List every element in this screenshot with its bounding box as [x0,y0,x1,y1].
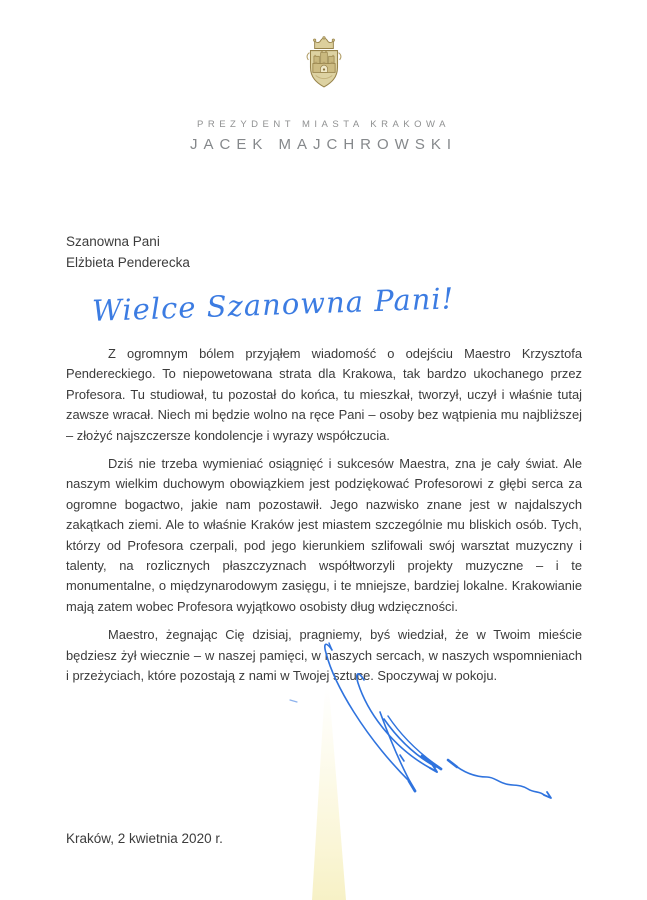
sender-office-line: PREZYDENT MIASTA KRAKOWA [197,119,450,130]
date-line: Kraków, 2 kwietnia 2020 r. [66,831,223,846]
signature-handwriting [288,636,580,822]
addressee-name: Elżbieta Penderecka [66,255,190,270]
addressee-block [66,231,190,273]
sender-name-line: JACEK MAJCHROWSKI [189,136,457,153]
letter-paragraph: Z ogromnym bólem przyjąłem wiadomość o odejściu Maestro Krzysztofa Pendereckiego. To niepowetowana strata dla Krakowa, tak bardzo ukochanego przez Profesora. Tu studiował, tu pozostał do końca, tu mieszkał, tworzył, uczył i właśnie tutaj zawsze wracał. Niech mi będzie wolno na ręce Pani – osoby bez wątpienia mu najbliższej – złożyć najszczersze kondolencje i wyrazy współczucia. [66,346,582,443]
letter-paragraph: Maestro, żegnając Cię dzisiaj, pragniemy, byś wiedział, że w Twoim mieście będziesz żył wiecznie – w naszej pamięci, w naszych sercach, w naszych wspomnieniach i przeżyciach, które pozostają z nami w Twojej sztuce. Spoczywaj w pokoju. [66,627,582,684]
krakow-crest-icon [303,36,345,88]
handwritten-salutation: Wielce Szanowna Pani! [91,281,455,328]
addressee-salutation: Szanowna Pani [66,234,160,249]
letterhead [0,0,647,153]
letter-paragraph: Dziś nie trzeba wymieniać osiągnięć i sukcesów Maestra, zna je cały świat. Ale naszym wielkim duchowym obowiązkiem jest podziękować Profesorowi z głębi serca za ogromne bogactwo, jakie nam pozostawił. Jego nazwisko znane jest w najdalszych zakątkach ziemi. Ale to właśnie Kraków jest miastem szczególnie mu bliskich osób. Tych, którzy od Profesora czerpali, pod jego kierunkiem szlifowali swój warsztat muzyczny i talenty, na rozlicznych płaszczyznach współtworzyli projekty muzyczne – i te monumentalne, o międzynarodowym zasięgu, i te mniejsze, bardziej lokalne. Krakowianie mają zatem wobec Profesora wyjątkowo osobisty dług wdzięczności. [66,456,582,614]
